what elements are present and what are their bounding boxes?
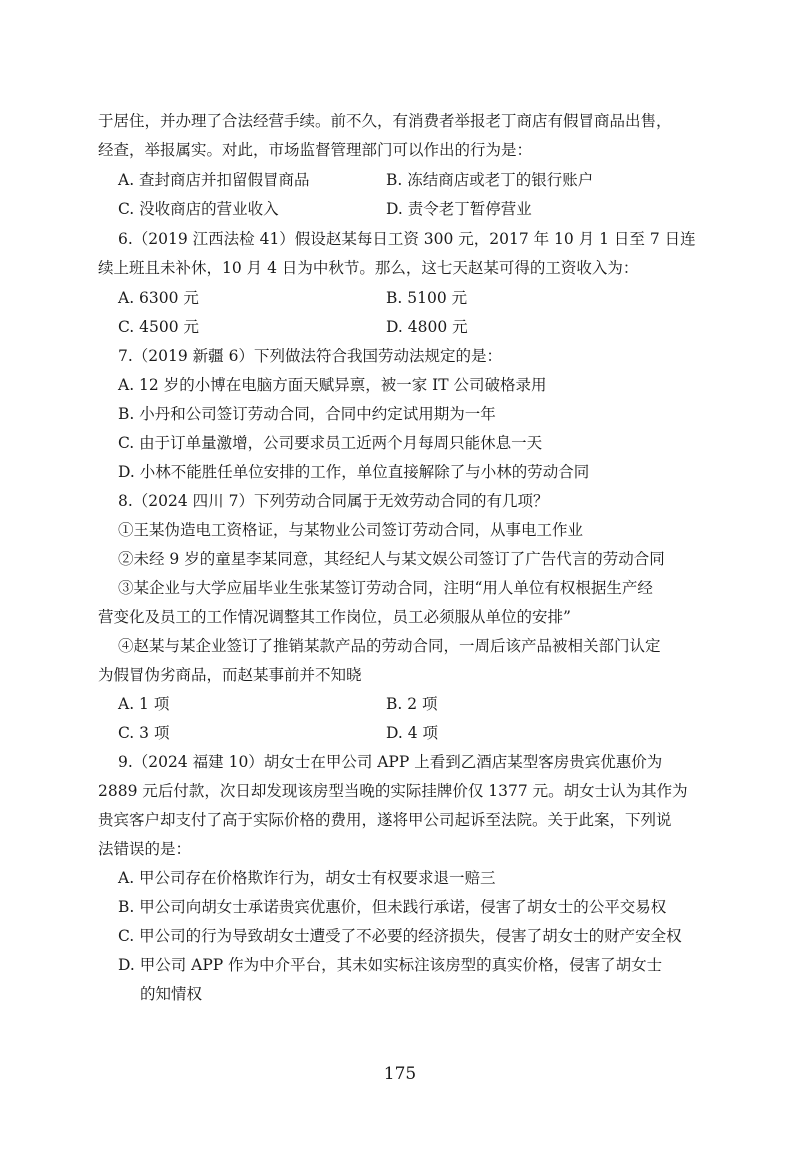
q8-option-b: B. 2 项 — [386, 695, 438, 713]
q5-option-a: A. 查封商店并扣留假冒商品 — [118, 171, 310, 189]
q8-option-d: D. 4 项 — [386, 724, 439, 742]
q9-option-d-line-2: 的知情权 — [140, 985, 203, 1003]
q9-option-a: A. 甲公司存在价格欺诈行为，胡女士有权要求退一赔三 — [118, 869, 496, 887]
q7-option-a: A. 12 岁的小博在电脑方面天赋异禀，被一家 IT 公司破格录用 — [118, 376, 547, 394]
q8-item-2: ②未经 9 岁的童星李某同意，其经纪人与某文娱公司签订了广告代言的劳动合同 — [118, 550, 665, 568]
q8-option-c: C. 3 项 — [118, 724, 170, 742]
q9-option-c: C. 甲公司的行为导致胡女士遭受了不必要的经济损失，侵害了胡女士的财产安全权 — [118, 927, 682, 945]
q8-stem: 8.（2024 四川 7）下列劳动合同属于无效劳动合同的有几项？ — [118, 492, 549, 510]
q9-stem-line-4: 法错误的是： — [98, 840, 192, 858]
q6-stem-line-1: 6.（2019 江西法检 41）假设赵某每日工资 300 元，2017 年 10 月 1 日至 7 日连 — [118, 230, 696, 248]
page-number: 175 — [383, 1064, 417, 1084]
q9-stem-line-3: 贵宾客户却支付了高于实际价格的费用，遂将甲公司起诉至法院。关于此案，下列说 — [98, 811, 672, 829]
q8-item-4-line-1: ④赵某与某企业签订了推销某款产品的劳动合同，一周后该产品被相关部门认定 — [118, 637, 661, 655]
q8-item-3-line-2: 营变化及员工的工作情况调整其工作岗位，员工必须服从单位的安排” — [98, 608, 571, 626]
q5-option-b: B. 冻结商店或老丁的银行账户 — [386, 171, 594, 189]
q5-stem-line-2: 经查，举报属实。对此，市场监督管理部门可以作出的行为是： — [98, 141, 533, 159]
q7-option-d: D. 小林不能胜任单位安排的工作，单位直接解除了与小林的劳动合同 — [118, 463, 590, 481]
q6-option-c: C. 4500 元 — [118, 318, 200, 336]
q9-stem-line-1: 9.（2024 福建 10）胡女士在甲公司 APP 上看到乙酒店某型客房贵宾优惠价为 — [118, 753, 663, 771]
q9-stem-line-2: 2889 元后付款，次日却发现该房型当晚的实际挂牌价仅 1377 元。胡女士认为其作为 — [98, 782, 688, 800]
q9-option-b: B. 甲公司向胡女士承诺贵宾优惠价，但未践行承诺，侵害了胡女士的公平交易权 — [118, 898, 667, 916]
q7-stem: 7.（2019 新疆 6）下列做法符合我国劳动法规定的是： — [118, 347, 502, 365]
q8-item-3-line-1: ③某企业与大学应届毕业生张某签订劳动合同，注明“用人单位有权根据生产经 — [118, 579, 653, 597]
q8-option-a: A. 1 项 — [118, 695, 170, 713]
q5-option-c: C. 没收商店的营业收入 — [118, 200, 279, 218]
q8-item-1: ①王某伪造电工资格证，与某物业公司签订劳动合同，从事电工作业 — [118, 521, 584, 539]
q6-option-b: B. 5100 元 — [386, 289, 468, 307]
q6-option-a: A. 6300 元 — [118, 289, 199, 307]
q8-item-4-line-2: 为假冒伪劣商品，而赵某事前并不知晓 — [98, 666, 362, 684]
q7-option-c: C. 由于订单量激增，公司要求员工近两个月每周只能休息一天 — [118, 434, 543, 452]
q9-option-d-line-1: D. 甲公司 APP 作为中介平台，其未如实标注该房型的真实价格，侵害了胡女士 — [118, 956, 663, 974]
q6-option-d: D. 4800 元 — [386, 318, 468, 336]
q5-stem-line-1: 于居住，并办理了合法经营手续。前不久，有消费者举报老丁商店有假冒商品出售， — [98, 112, 672, 130]
q7-option-b: B. 小丹和公司签订劳动合同，合同中约定试用期为一年 — [118, 405, 496, 423]
q5-option-d: D. 责令老丁暂停营业 — [386, 200, 532, 218]
q6-stem-line-2: 续上班且未补休，10 月 4 日为中秋节。那么，这七天赵某可得的工资收入为： — [98, 259, 639, 277]
